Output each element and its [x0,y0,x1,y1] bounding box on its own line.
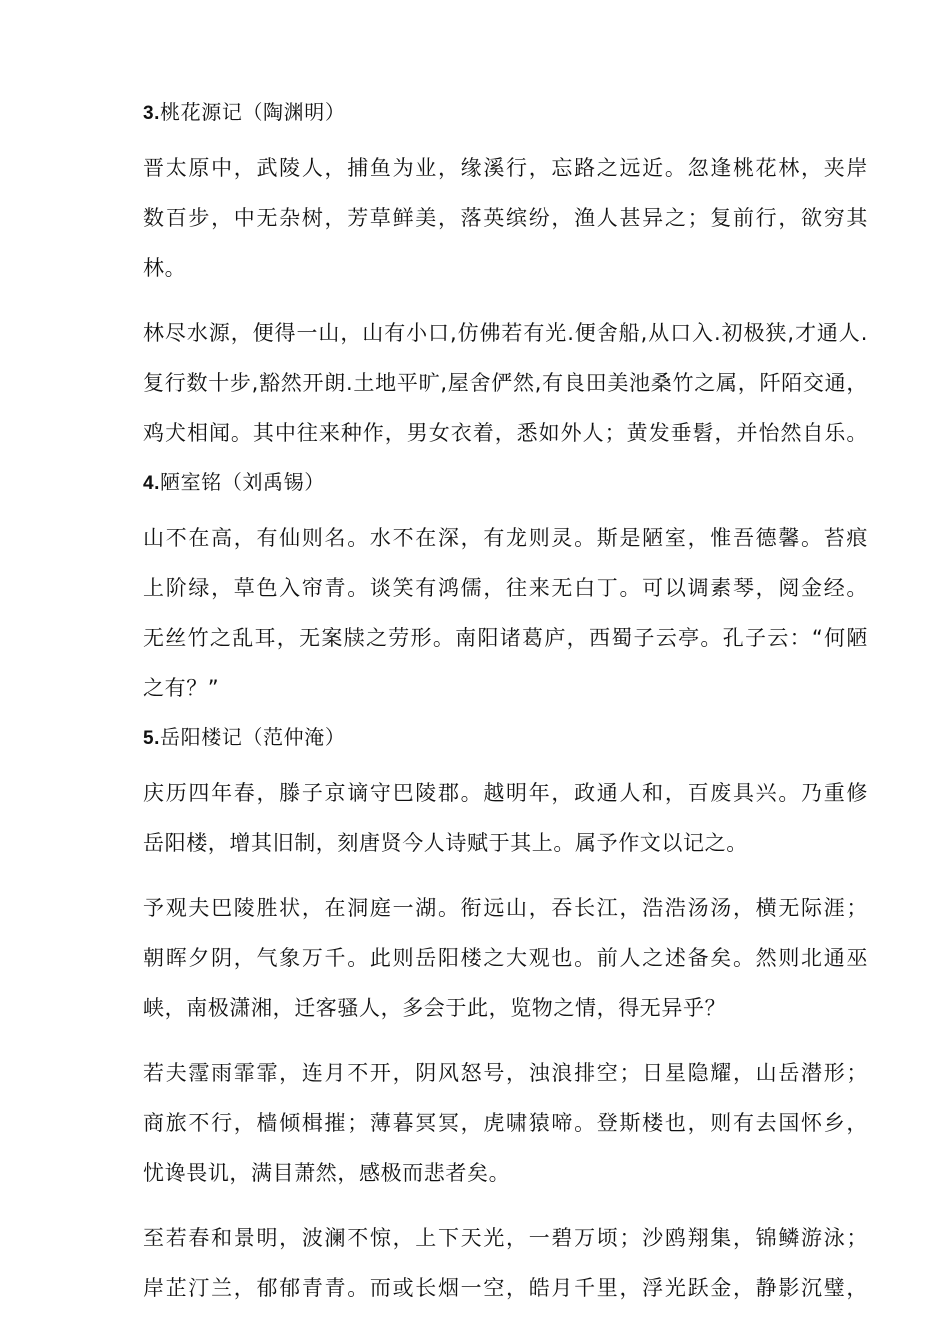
text-line: 无丝竹之乱耳，无案牍之劳形。南阳诸葛庐，西蜀子云亭。孔子云：“何陋 [143,626,868,650]
text-line: 复行数十步,豁然开朗.土地平旷,屋舍俨然,有良田美池桑竹之属，阡陌交通， [143,371,868,395]
section-title: 陋室铭（刘禹锡） [160,470,325,494]
text-line: 峡，南极潇湘，迁客骚人，多会于此，览物之情，得无异乎？ [143,996,727,1020]
paragraph [143,297,868,462]
text-line: 岸芷汀兰，郁郁青青。而或长烟一空，皓月千里，浮光跃金，静影沉璧， [143,1276,868,1300]
section-number: 5. [143,728,161,749]
paragraph [143,757,868,872]
section-heading-4 [143,462,868,502]
text-line: 若夫霪雨霏霏，连月不开，阴风怒号，浊浪排空；日星隐耀，山岳潜形； [143,1061,868,1085]
text-line: 山不在高，有仙则名。水不在深，有龙则灵。斯是陋室，惟吾德馨。苔痕 [143,526,868,550]
paragraph [143,132,868,297]
text-line: 之有？” [143,676,220,700]
paragraph [143,872,868,1037]
text-line: 忧谗畏讥，满目萧然，感极而悲者矣。 [143,1161,511,1185]
paragraph [143,502,868,717]
text-line: 林尽水源，便得一山，山有小口,仿佛若有光.便舍船,从口入.初极狭,才通人. [143,321,868,345]
section-number: 3. [143,103,161,124]
text-line: 岳阳楼，增其旧制，刻唐贤今人诗赋于其上。属予作文以记之。 [143,831,748,855]
paragraph [143,1037,868,1202]
document-body [143,92,868,1317]
paragraph [143,1202,868,1317]
text-line: 至若春和景明，波澜不惊，上下天光，一碧万顷；沙鸥翔集，锦鳞游泳； [143,1226,868,1250]
text-line: 林。 [143,256,187,280]
section-number: 4. [143,473,161,494]
section-title: 桃花源记（陶渊明） [160,100,346,124]
text-line: 朝晖夕阴，气象万千。此则岳阳楼之大观也。前人之述备矣。然则北通巫 [143,946,868,970]
section-heading-5 [143,717,868,757]
text-line: 数百步，中无杂树，芳草鲜美，落英缤纷，渔人甚异之；复前行，欲穷其 [143,206,868,230]
text-line: 庆历四年春，滕子京谪守巴陵郡。越明年，政通人和，百废具兴。乃重修 [143,781,868,805]
section-heading-3 [143,92,868,132]
section-title: 岳阳楼记（范仲淹） [160,725,346,749]
text-line: 上阶绿，草色入帘青。谈笑有鸿儒，往来无白丁。可以调素琴，阅金经。 [143,576,868,600]
text-line: 商旅不行，樯倾楫摧；薄暮冥冥，虎啸猿啼。登斯楼也，则有去国怀乡， [143,1111,868,1135]
text-line: 鸡犬相闻。其中往来种作，男女衣着，悉如外人；黄发垂髫，并怡然自乐。 [143,421,868,445]
text-line: 晋太原中，武陵人，捕鱼为业，缘溪行，忘路之远近。忽逢桃花林，夹岸 [143,156,868,180]
text-line: 予观夫巴陵胜状，在洞庭一湖。衔远山，吞长江，浩浩汤汤，横无际涯； [143,896,868,920]
